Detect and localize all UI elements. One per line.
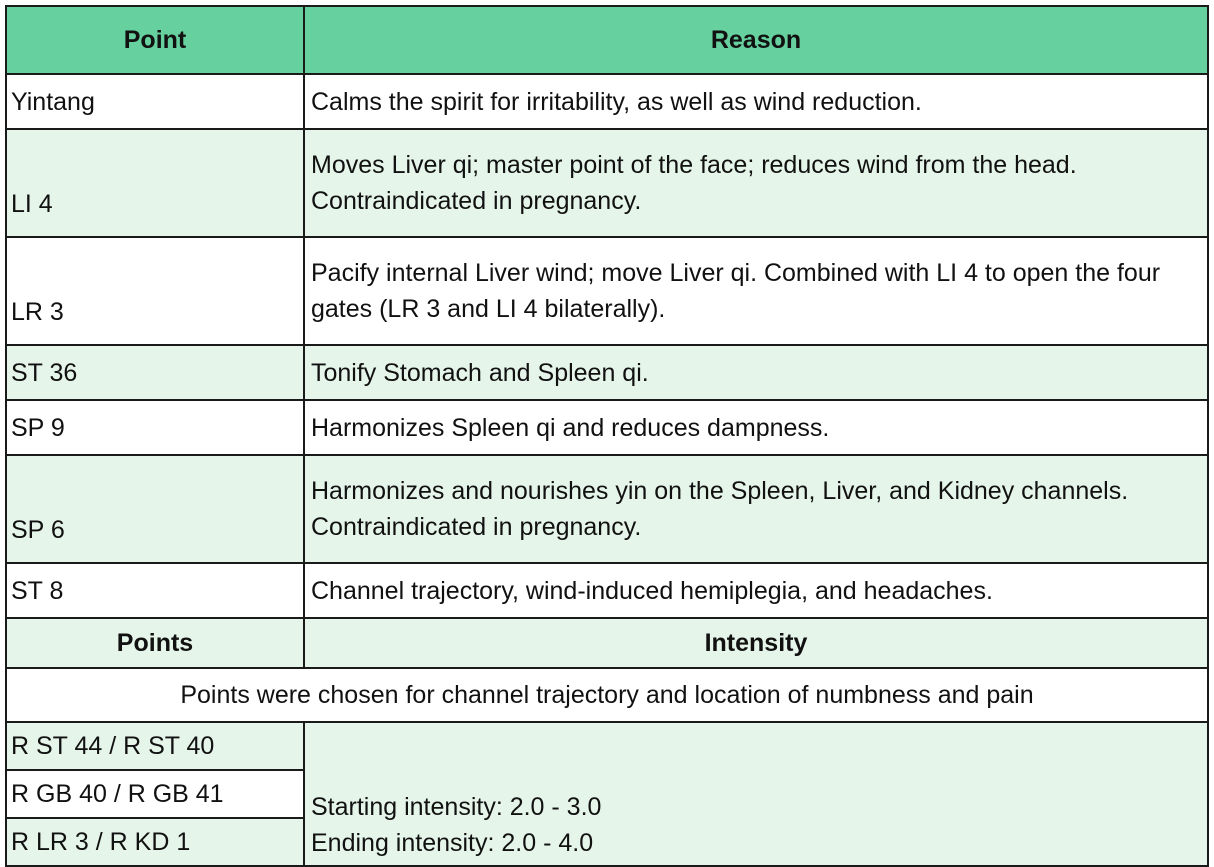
header-point: Point [6, 6, 304, 74]
acupuncture-points-table [5, 5, 1209, 867]
header-reason: Reason [304, 6, 1208, 74]
reason-cell: Tonify Stomach and Spleen qi. [304, 345, 1208, 400]
table-header-row [6, 6, 1208, 74]
table-row [6, 400, 1208, 455]
point-cell: LI 4 [6, 129, 304, 237]
point-cell: SP 6 [6, 455, 304, 563]
point-cell: Yintang [6, 74, 304, 129]
table-row [6, 455, 1208, 563]
point-cell: LR 3 [6, 237, 304, 345]
table-row [6, 129, 1208, 237]
intensity-cell [304, 722, 1208, 866]
table-row [6, 722, 1208, 770]
point-cell: ST 36 [6, 345, 304, 400]
reason-cell: Pacify internal Liver wind; move Liver qi. Combined with LI 4 to open the four gates (LR 3 and LI 4 bilaterally). [304, 237, 1208, 345]
table-row [6, 345, 1208, 400]
reason-cell: Channel trajectory, wind-induced hemiplegia, and headaches. [304, 563, 1208, 618]
reason-cell: Harmonizes and nourishes yin on the Spleen, Liver, and Kidney channels. Contraindicated in pregnancy. [304, 455, 1208, 563]
second-header-row [6, 618, 1208, 668]
point-pair-cell: R ST 44 / R ST 40 [6, 722, 304, 770]
reason-cell: Harmonizes Spleen qi and reduces dampness. [304, 400, 1208, 455]
reason-cell: Moves Liver qi; master point of the face; reduces wind from the head. Contraindicated in pregnancy. [304, 129, 1208, 237]
reason-cell: Calms the spirit for irritability, as well as wind reduction. [304, 74, 1208, 129]
ending-intensity: Ending intensity: 2.0 - 4.0 [311, 829, 594, 857]
header-intensity: Intensity [304, 618, 1208, 668]
table-row [6, 563, 1208, 618]
points-note: Points were chosen for channel trajectory and location of numbness and pain [6, 668, 1208, 722]
point-cell: ST 8 [6, 563, 304, 618]
table-row [6, 237, 1208, 345]
header-points: Points [6, 618, 304, 668]
point-pair-cell: R GB 40 / R GB 41 [6, 770, 304, 818]
acupuncture-points-table-container [5, 5, 1209, 867]
point-pair-cell: R LR 3 / R KD 1 [6, 818, 304, 866]
point-cell: SP 9 [6, 400, 304, 455]
table-row [6, 74, 1208, 129]
note-row [6, 668, 1208, 722]
starting-intensity: Starting intensity: 2.0 - 3.0 [311, 793, 602, 821]
